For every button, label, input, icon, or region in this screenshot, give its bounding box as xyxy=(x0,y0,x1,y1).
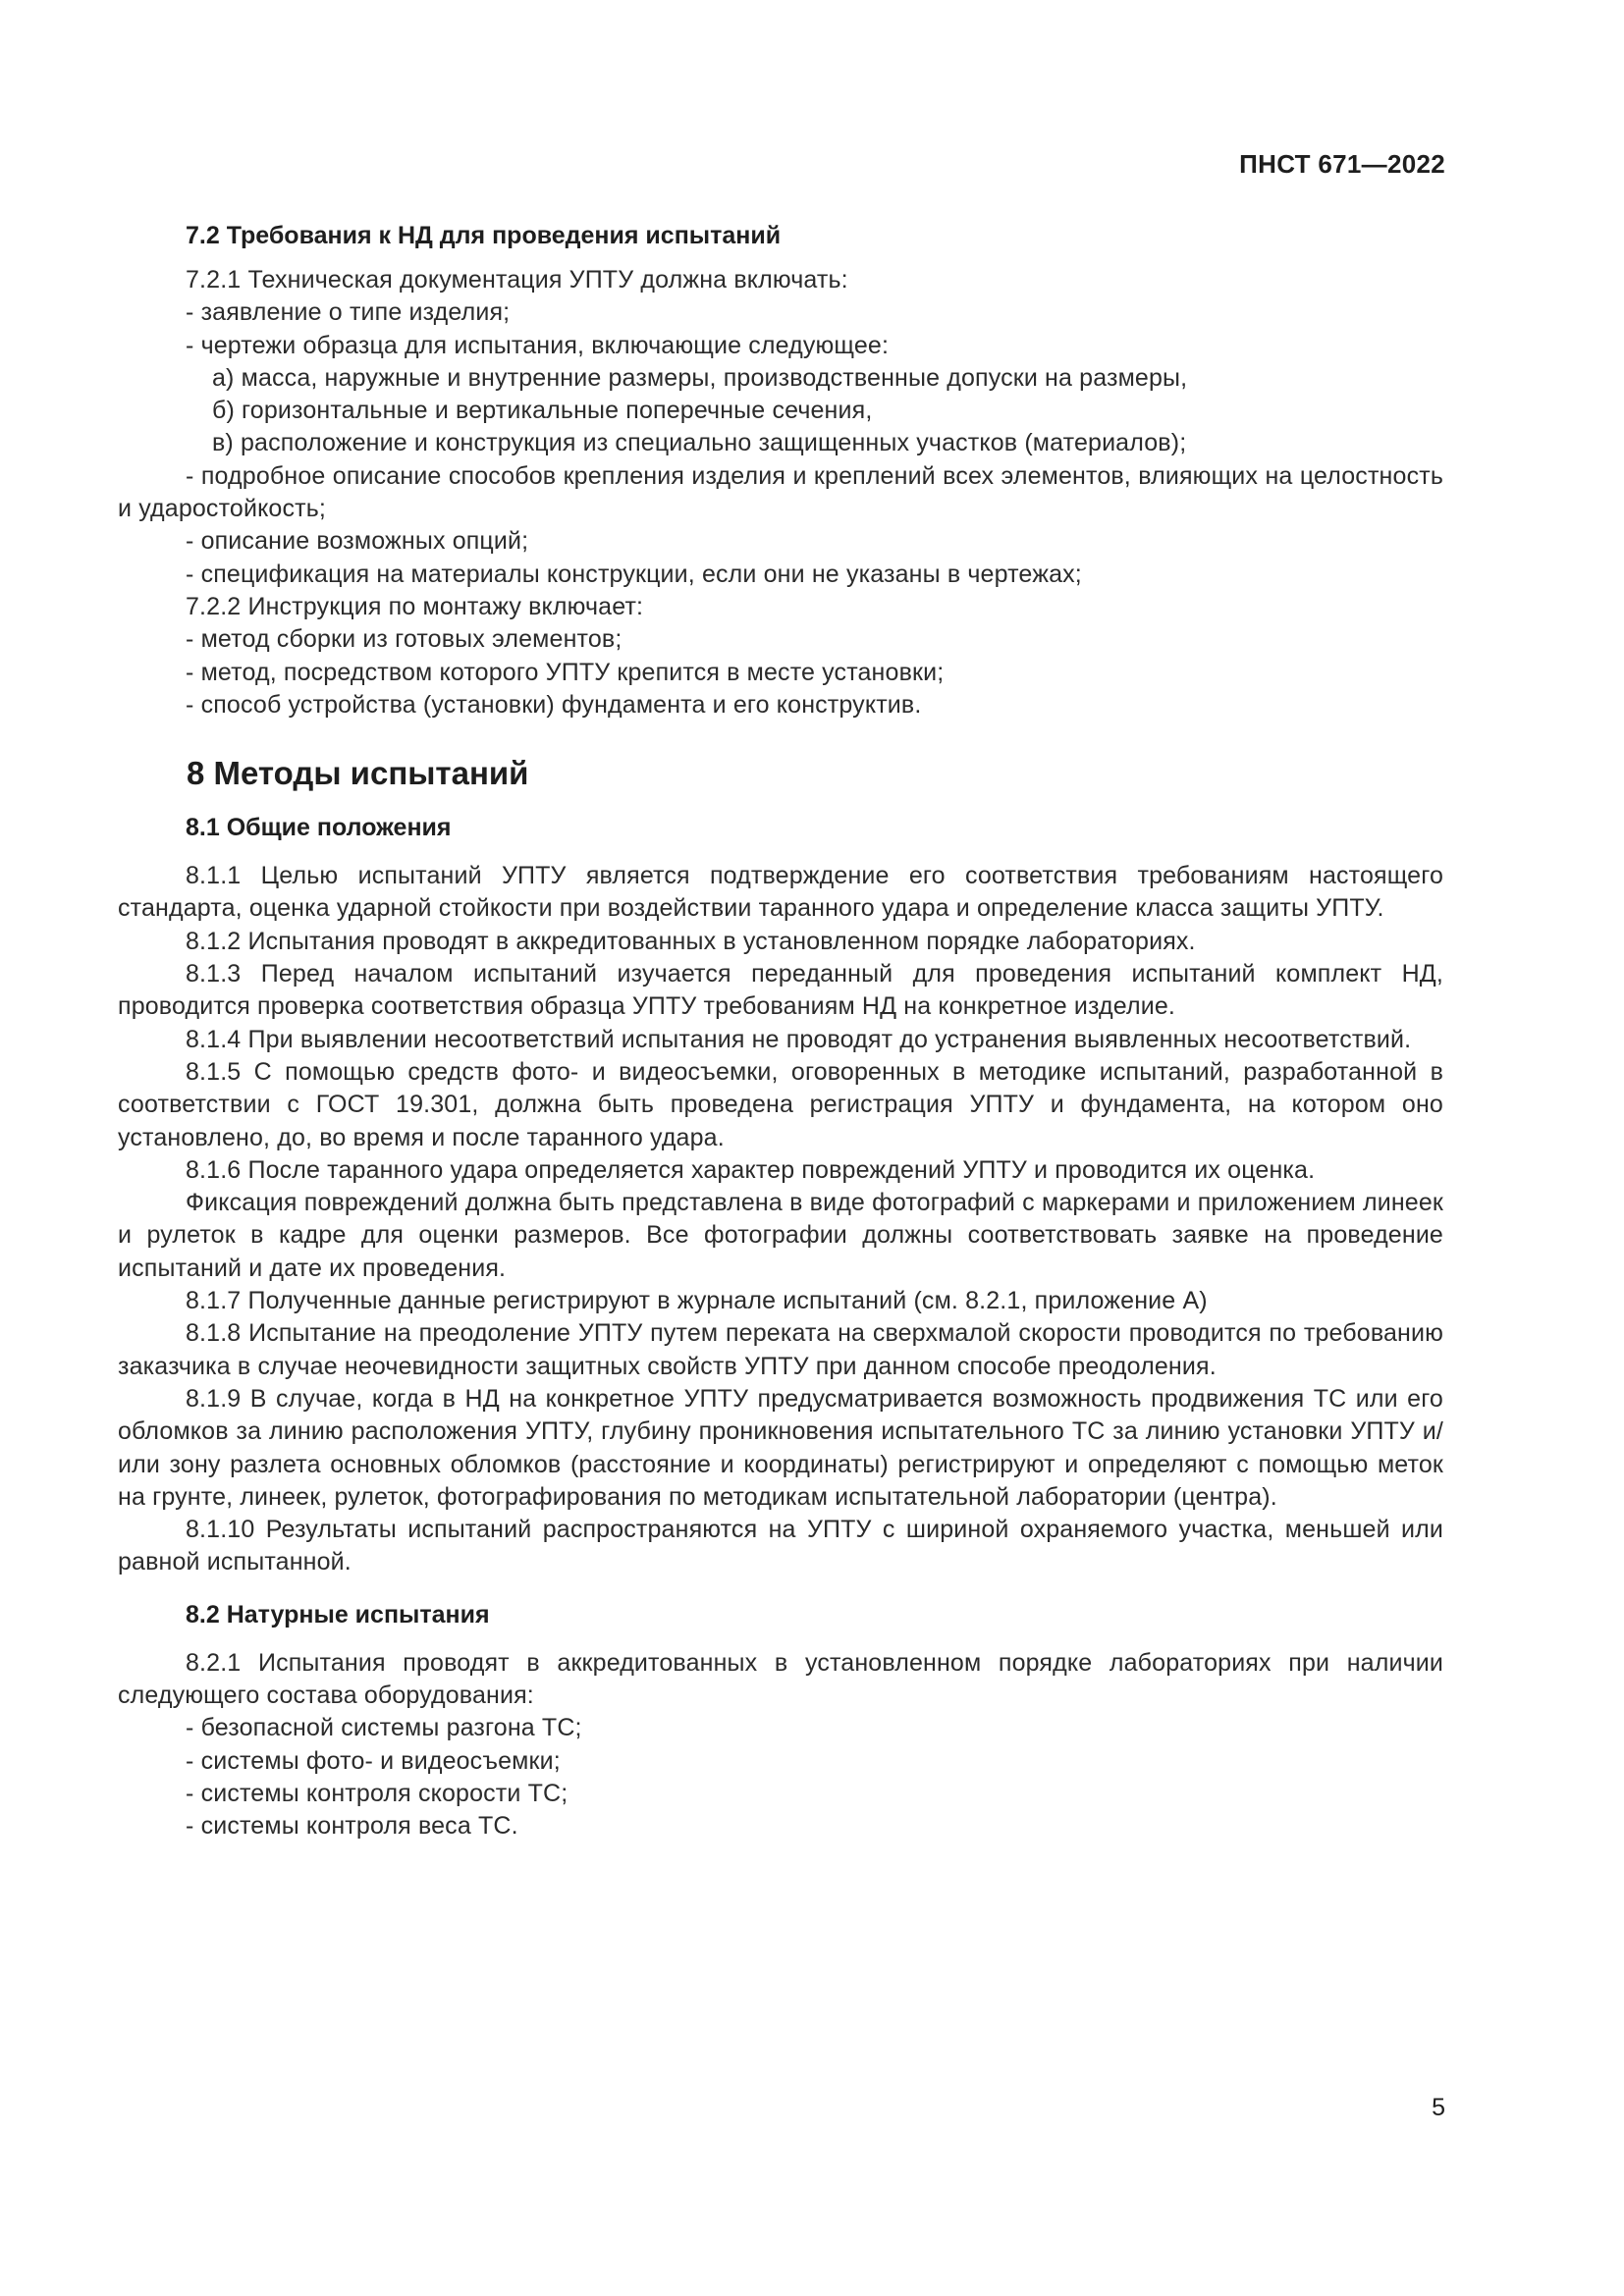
paragraph-8-1-3: 8.1.3 Перед началом испытаний изучается переданный для проведения испытаний комплект НД, проводится проверка соответствия образца УПТУ требованиям НД на конкретное изделие. xyxy=(118,960,1443,1021)
list-item: - чертежи образца для испытания, включающие следующее: xyxy=(186,331,890,359)
paragraph-7-2-1: 7.2.1 Техническая документация УПТУ должна включать: xyxy=(186,266,848,294)
page-number: 5 xyxy=(1432,2094,1445,2121)
paragraph-8-1-8: 8.1.8 Испытание на преодоление УПТУ путем переката на сверхмалой скорости проводится по требованию заказчика в случае неочевидности защитных свойств УПТУ при данном способе преодоления. xyxy=(118,1319,1443,1380)
list-item: - метод сборки из готовых элементов; xyxy=(186,625,623,654)
heading-8-1: 8.1 Общие положения xyxy=(186,814,452,842)
paragraph-8-1-10: 8.1.10 Результаты испытаний распространяются на УПТУ с шириной охраняемого участка, меньшей или равной испытанной. xyxy=(118,1516,1443,1576)
list-item: - спецификация на материалы конструкции, если они не указаны в чертежах; xyxy=(186,560,1082,588)
list-item: - метод, посредством которого УПТУ крепится в месте установки; xyxy=(186,658,945,686)
sub-list-item: б) горизонтальные и вертикальные поперечные сечения, xyxy=(212,397,873,425)
document-id: ПНСТ 671—2022 xyxy=(1239,149,1445,179)
heading-section-8: 8 Методы испытаний xyxy=(187,755,529,792)
paragraph-8-1-2: 8.1.2 Испытания проводят в аккредитованных в установленном порядке лабораториях. xyxy=(186,927,1196,955)
list-item: - описание возможных опций; xyxy=(186,527,529,556)
page-content xyxy=(118,222,1443,1842)
paragraph-8-1-4: 8.1.4 При выявлении несоответствий испытания не проводят до устранения выявленных несоответствий. xyxy=(186,1025,1412,1053)
paragraph-8-1-5: 8.1.5 С помощью средств фото- и видеосъемки, оговоренных в методике испытаний, разработанной в соответствии с ГОСТ 19.301, должна быть проведена регистрация УПТУ и фундамента, на котором оно установлено, до, во время и после таранного удара. xyxy=(118,1057,1443,1151)
sub-list-item: в) расположение и конструкция из специально защищенных участков (материалов); xyxy=(212,429,1187,457)
paragraph-8-1-6-fixation: Фиксация повреждений должна быть представлена в виде фотографий с маркерами и приложением линеек и рулеток в кадре для оценки размеров. Все фотографии должны соответствовать заявке на проведение испытаний и дате их проведения. xyxy=(118,1189,1443,1282)
list-item: - способ устройства (установки) фундамента и его конструктив. xyxy=(186,690,922,719)
sub-list-item: а) масса, наружные и внутренние размеры, производственные допуски на размеры, xyxy=(212,363,1188,392)
heading-7-2: 7.2 Требования к НД для проведения испытаний xyxy=(186,222,782,249)
paragraph-8-1-1: 8.1.1 Целью испытаний УПТУ является подтверждение его соответствия требованиям настоящего стандарта, оценка ударной стойкости при воздействии таранного удара и определение класса защиты УПТУ. xyxy=(118,862,1443,923)
heading-8-2: 8.2 Натурные испытания xyxy=(186,1600,490,1629)
list-item-fastening: - подробное описание способов крепления изделия и креплений всех элементов, влияющих на целостность и ударостойкость; xyxy=(118,461,1443,523)
paragraph-8-1-7: 8.1.7 Полученные данные регистрируют в журнале испытаний (см. 8.2.1, приложение А) xyxy=(186,1287,1208,1315)
paragraph-8-2-1: 8.2.1 Испытания проводят в аккредитованных в установленном порядке лабораториях при наличии следующего состава оборудования: xyxy=(118,1648,1443,1709)
list-item: - системы фото- и видеосъемки; xyxy=(186,1746,561,1775)
list-item: - системы контроля скорости ТС; xyxy=(186,1779,568,1807)
list-item: - безопасной системы разгона ТС; xyxy=(186,1714,582,1742)
paragraph-8-1-9: 8.1.9 В случае, когда в НД на конкретное УПТУ предусматривается возможность продвижения ТС или его обломков за линию расположения УПТУ, глубину проникновения испытательного ТС за линию установки УПТУ и/или зону разлета основных обломков (расстояние и координаты) регистрируют и определяют с помощью меток на грунте, линеек, рулеток, фотографирования по методикам испытательной лаборатории (центра). xyxy=(118,1384,1443,1511)
list-item: - заявление о типе изделия; xyxy=(186,298,511,327)
list-item: - системы контроля веса ТС. xyxy=(186,1812,518,1841)
paragraph-8-1-6: 8.1.6 После таранного удара определяется характер повреждений УПТУ и проводится их оценка. xyxy=(186,1155,1316,1184)
paragraph-7-2-2: 7.2.2 Инструкция по монтажу включает: xyxy=(186,592,644,620)
